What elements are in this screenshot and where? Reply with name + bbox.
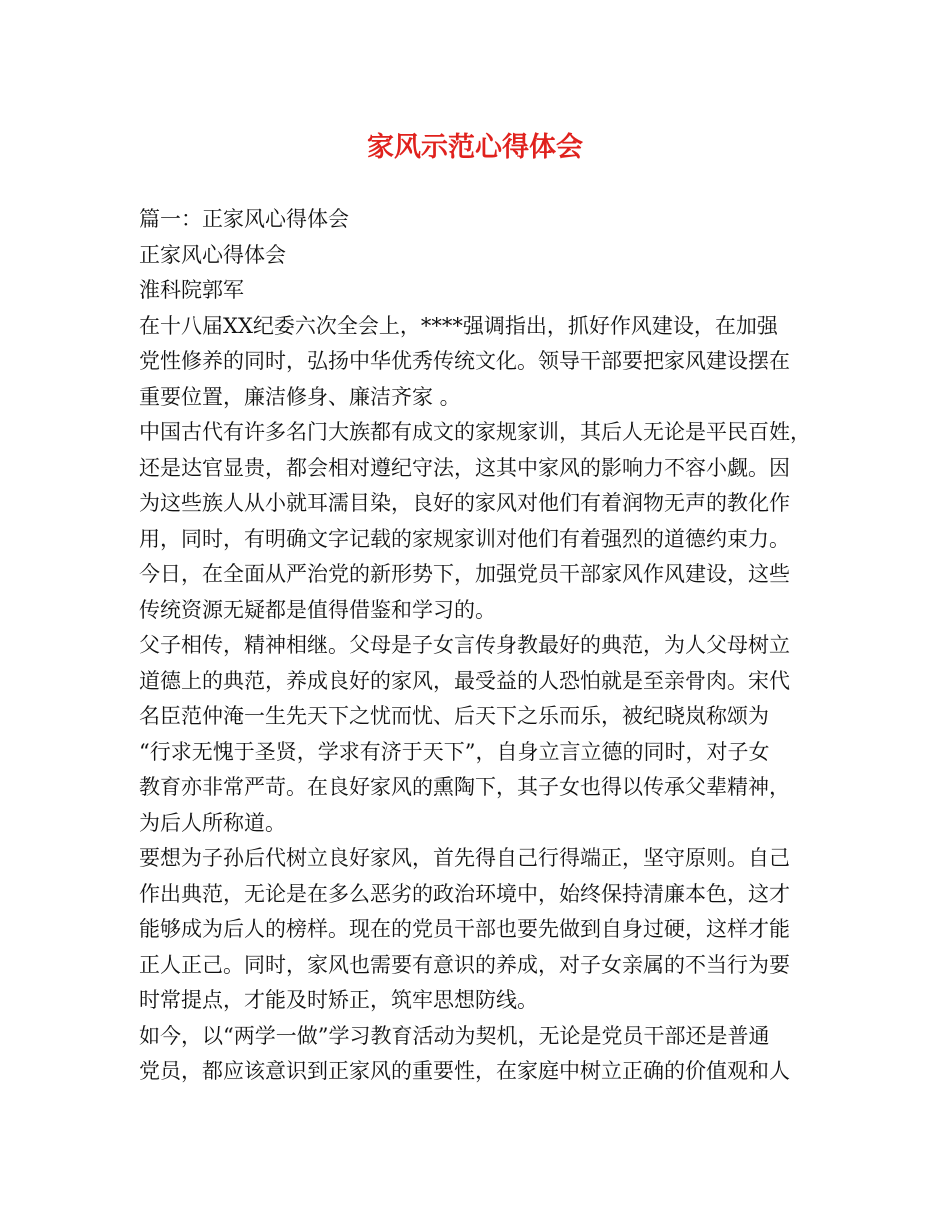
text-line: 传统资源无疑都是值得借鉴和学习的。 [139,597,496,622]
text-line: 篇一：正家风心得体会 [139,207,349,231]
text-line: 党性修养的同时，弘扬中华优秀传统文化。领导干部要把家风建设摆在 [139,349,790,373]
document-body [139,202,819,1090]
text-line: 党员，都应该意识到正家风的重要性，在家庭中树立正确的价值观和人 [139,1059,790,1083]
text-line: 道德上的典范，养成良好的家风，最受益的人恐怕就是至亲骨肉。宋代 [139,668,790,693]
text-line: 中国古代有许多名门大族都有成文的家规家训，其后人无论是平民百姓， [139,420,811,444]
text-line: “行求无愧于圣贤，学求有济于天下”，自身立言立德的同时，对子女 [139,739,770,764]
text-line: 要想为子孙后代树立良好家风，首先得自己行得端正，坚守原则。自己 [139,846,790,870]
document-title: 家风示范心得体会 [367,132,583,163]
text-line: 在十八届XX纪委六次全会上，****强调指出，抓好作风建设，在加强 [139,313,778,338]
text-line: 能够成为后人的榜样。现在的党员干部也要先做到自身过硬，这样才能 [139,917,790,941]
text-line: 如今，以“两学一做”学习教育活动为契机，无论是党员干部还是普通 [139,1023,770,1048]
text-line: 正家风心得体会 [139,242,286,267]
text-line: 父子相传，精神相继。父母是子女言传身教最好的典范，为人父母树立 [139,633,790,657]
text-line: 淮科院郭军 [139,278,244,302]
text-line: 时常提点，才能及时矫正，筑牢思想防线。 [139,988,538,1012]
text-line: 还是达官显贵，都会相对遵纪守法，这其中家风的影响力不容小觑。因 [139,455,790,480]
text-line: 今日，在全面从严治党的新形势下，加强党员干部家风作风建设，这些 [139,562,790,586]
text-line: 教育亦非常严苛。在良好家风的熏陶下，其子女也得以传承父辈精神， [139,775,790,799]
text-line: 作出典范，无论是在多么恶劣的政治环境中，始终保持清廉本色，这才 [139,881,790,906]
text-line: 为后人所称道。 [139,810,286,835]
text-line: 为这些族人从小就耳濡目染，良好的家风对他们有着润物无声的教化作 [139,491,790,515]
text-line: 正人正己。同时，家风也需要有意识的养成，对子女亲属的不当行为要 [139,952,790,977]
text-line: 重要位置，廉洁修身、廉洁齐家 。 [139,384,461,409]
text-line: 用，同时，有明确文字记载的家规家训对他们有着强烈的道德约束力。 [139,526,790,551]
text-line: 名臣范仲淹一生先天下之忧而忧、后天下之乐而乐，被纪晓岚称颂为 [139,704,769,728]
